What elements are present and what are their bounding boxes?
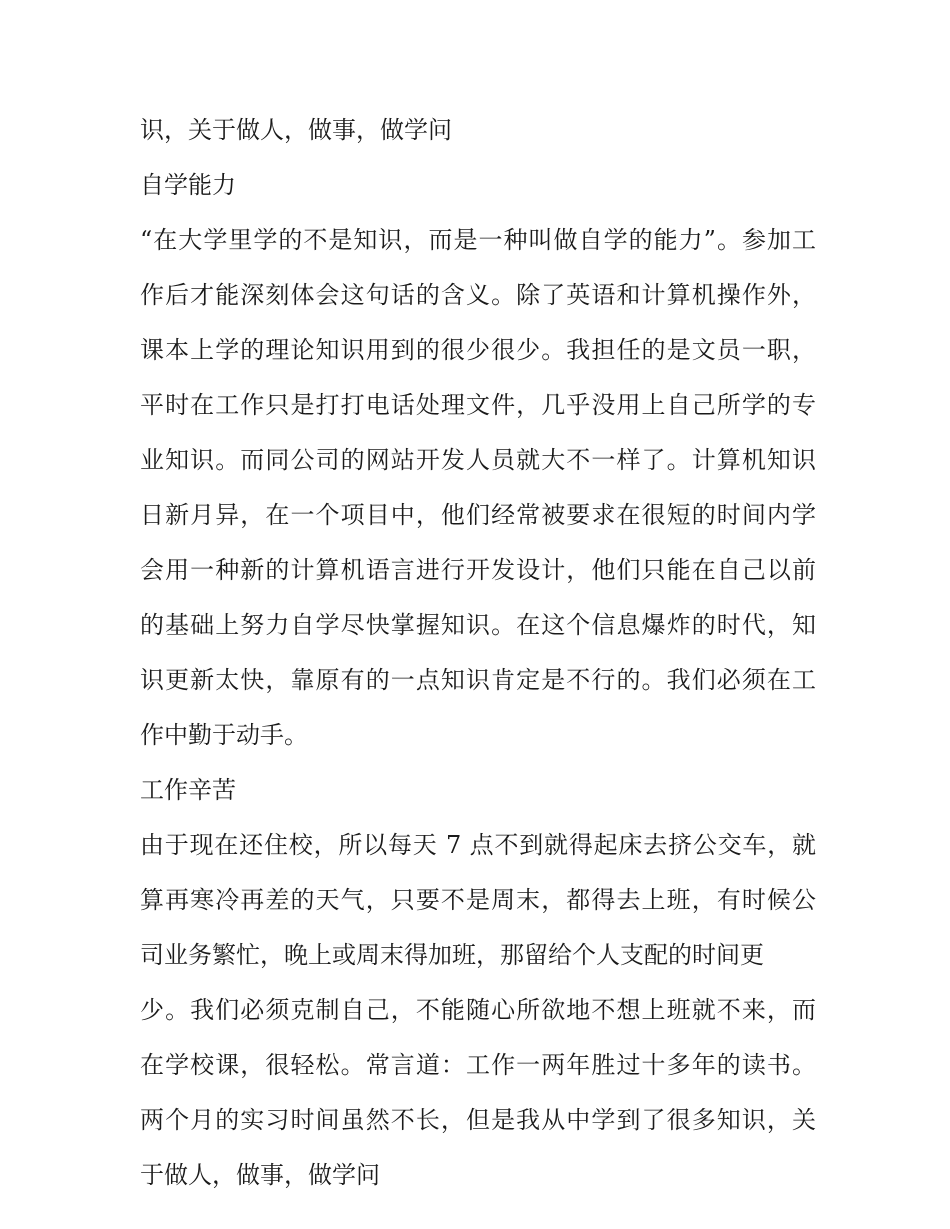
section-heading-self-study: 自学能力 (140, 171, 236, 199)
paragraph-line: 会用一种新的计算机语言进行开发设计，他们只能在自己以前 (140, 556, 816, 584)
section-self-study-paragraph (140, 213, 816, 763)
paragraph-line: 于做人，做事，做学问 (140, 1161, 380, 1189)
paragraph-line: 少。我们必须克制自己，不能随心所欲地不想上班就不来，而 (140, 996, 816, 1024)
paragraph-line: 在学校课，很轻松。常言道：工作一两年胜过十多年的读书。 (140, 1051, 816, 1079)
paragraph-line: 识更新太快，靠原有的一点知识肯定是不行的。我们必须在工 (140, 666, 816, 694)
paragraph-line: 日新月异，在一个项目中，他们经常被要求在很短的时间内学 (140, 501, 816, 529)
paragraph-line: 作中勤于动手。 (140, 721, 308, 749)
paragraph-line: 算再寒冷再差的天气，只要不是周末，都得去上班，有时候公 (140, 886, 816, 914)
section-hard-work-paragraph (140, 818, 816, 1203)
paragraph-line: 作后才能深刻体会这句话的含义。除了英语和计算机操作外， (140, 281, 816, 309)
paragraph-line: 两个月的实习时间虽然不长，但是我从中学到了很多知识，关 (140, 1106, 816, 1134)
paragraph-line: 由于现在还住校，所以每天 7 点不到就得起床去挤公交车，就 (140, 831, 816, 859)
paragraph-line: 业知识。而同公司的网站开发人员就大不一样了。计算机知识 (140, 446, 816, 474)
paragraph-line: 的基础上努力自学尽快掌握知识。在这个信息爆炸的时代，知 (140, 611, 816, 639)
paragraph-line: 平时在工作只是打打电话处理文件，几乎没用上自己所学的专 (140, 391, 816, 419)
paragraph-line: 司业务繁忙，晚上或周末得加班，那留给个人支配的时间更 (140, 941, 764, 969)
intro-line: 识，关于做人，做事，做学问 (140, 116, 452, 144)
paragraph-line: 课本上学的理论知识用到的很少很少。我担任的是文员一职， (140, 336, 816, 364)
document-body (140, 103, 816, 1203)
section-heading-hard-work: 工作辛苦 (140, 776, 236, 804)
paragraph-line: “在大学里学的不是知识，而是一种叫做自学的能力”。参加工 (140, 226, 816, 254)
